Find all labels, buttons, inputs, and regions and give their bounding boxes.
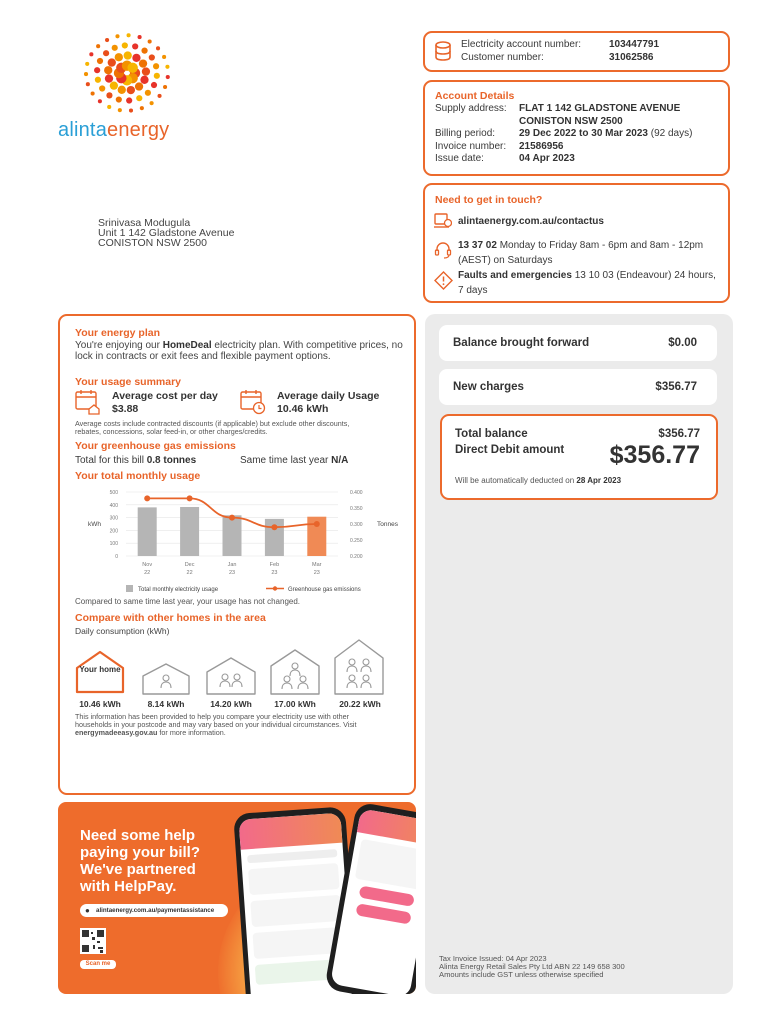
logo-dot [148,40,152,44]
logo-dot [129,108,133,112]
y-tick-label: 100 [109,541,118,548]
logo-dot [124,51,132,59]
ghg-bill: Total for this bill 0.8 tonnes [75,455,197,466]
home-value-0: 10.46 kWh [79,699,121,709]
addressee-block [98,218,234,248]
contact-card [423,183,730,303]
plan-description: You're enjoying our HomeDeal electricity plan. With competitive prices, no lock in contracts or exit fees and flexible payment options. [75,340,403,362]
emissions-point [144,495,150,501]
phone-hours: Monday to Friday 8am - 6pm and 8am - 12pm (AEST) on Saturdays [458,240,704,266]
total-balance-card [440,414,718,500]
homes-title: Compare with other homes in the area [75,612,266,624]
logo-burst-icon [72,28,182,118]
x-tick-label: 23 [313,570,320,576]
y2-tick-label: 0.300 [350,522,363,528]
account-details-title: Account Details [435,90,515,102]
logo-dot [89,52,93,56]
logo-dot [127,86,135,94]
promo-search-icon: ● [85,906,90,915]
ghg-last-year: Same time last year N/A [240,455,349,466]
usage-bar [223,515,242,556]
monthly-usage-chart [70,484,410,596]
emissions-point [271,524,277,530]
account-icon [433,41,453,63]
homes-subtitle: Daily consumption (kWh) [75,626,170,636]
contact-web-link[interactable]: alintaenergy.com.au/contactus [458,216,604,227]
logo-dot [149,54,155,60]
invoice-value: 21586956 [519,140,564,152]
logo-dot [86,82,90,86]
brand-logo [58,28,198,143]
logo-dot [118,108,122,112]
new-charges-value: $356.77 [655,381,697,393]
logo-dot [132,43,138,49]
logo-dot [156,46,160,50]
y-axis-label: kWh [88,521,101,528]
usage-bar [138,507,157,556]
x-tick-label: 23 [271,570,278,576]
balance-panel [425,314,733,994]
logo-dot [166,75,170,79]
home-2-people-icon [204,656,258,696]
logo-dot [96,44,100,48]
logo-dot [139,59,147,67]
x-tick-label: Jan [227,562,237,568]
y-tick-label: 200 [109,528,118,535]
logo-dot [116,96,122,102]
x-tick-label: 23 [228,570,236,576]
logo-dot [163,85,167,89]
qr-code-icon [80,928,106,960]
logo-dot [115,34,119,38]
usage-bar [180,507,199,556]
logo-dot [165,65,169,69]
logo-dot [91,91,95,95]
customer-number-value: 31062586 [609,51,654,63]
balance-forward-value: $0.00 [668,337,697,349]
balance-forward-label: Balance brought forward [453,337,590,349]
scan-me-button[interactable]: Scan me [80,960,116,969]
logo-dot [138,35,142,39]
new-charges-row [439,369,717,405]
addressee-name: Srinivasa Modugula [98,217,191,229]
direct-debit-label: Direct Debit amount [455,444,565,456]
supply-label: Supply address: [435,103,507,114]
new-charges-label: New charges [453,381,524,393]
logo-dot [84,72,88,76]
logo-dot [140,106,144,110]
account-number-value: 103447791 [609,39,660,50]
your-home-label: Your home [79,665,121,674]
logo-dot [127,33,131,37]
contact-title: Need to get in touch? [435,194,543,206]
logo-dot [151,82,157,88]
phone-number[interactable]: 13 37 02 [458,240,497,251]
headset-icon [434,241,452,259]
y2-tick-label: 0.200 [350,554,363,560]
home-value-2: 14.20 kWh [210,699,252,709]
logo-dot [157,94,161,98]
logo-dot [154,73,160,79]
y-tick-label: 0 [115,554,118,560]
usage-note: Average costs include contracted discounts (if applicable) but exclude other discounts, rebates, concessions, solar feed-in, or other charges/credits. [75,419,350,436]
y2-axis-label: Tonnes [377,521,398,528]
faults-value: 13 10 03 (Endeavour) 24 hours, 7 days [458,270,716,296]
y-tick-label: 300 [109,515,118,522]
avg-cost-value: $3.88 [112,403,139,415]
total-balance-label: Total balance [455,428,528,440]
contact-phone [458,239,723,268]
logo-dot [118,86,126,94]
compare-note: Compared to same time last year, your usage has not changed. [75,597,301,606]
home-1-person-icon [140,662,192,696]
x-tick-label: 22 [144,570,151,576]
promo-headline: Need some help paying your bill? We've partnered with HelpPay. [80,827,201,895]
warning-icon [434,271,453,290]
home-value-4: 20.22 kWh [339,699,381,709]
avg-usage-value: 10.46 kWh [277,403,329,415]
total-balance-value: $356.77 [658,428,700,440]
emissions-point [314,521,320,527]
logo-dot [153,63,159,69]
account-details-card [423,80,730,176]
x-tick-label: 22 [186,570,193,576]
legend-line-label: Greenhouse gas emissions [288,587,361,593]
web-icon [434,213,452,229]
avg-cost-label: Average cost per day [112,390,218,402]
plan-title: Your energy plan [75,327,160,339]
supply-line1: FLAT 1 142 GLADSTONE AVENUE [519,103,681,114]
y2-tick-label: 0.350 [350,506,363,512]
emissions-point [187,495,193,501]
supply-line2: CONISTON NSW 2500 [519,115,623,127]
promo-url-pill[interactable]: ● alintaenergy.com.au/paymentassistance [80,904,228,917]
home-value-1: 8.14 kWh [147,699,185,709]
x-tick-label: Mar [312,562,322,568]
account-number-label: Electricity account number: [461,39,582,50]
logo-dot [106,92,112,98]
energy-plan-card [58,314,416,795]
logo-dot [108,58,116,66]
issue-value: 04 Apr 2023 [519,153,575,165]
balance-forward-row [439,325,717,361]
homes-note: This information has been provided to help you compare your electricity use with other households in your postcode and may vary based on your individual circumstances. Visit energymadeeasy.gov.au for more information. [75,712,357,737]
period-days: (92 days) [650,128,693,140]
customer-number-label: Customer number: [461,51,544,63]
ghg-title: Your greenhouse gas emissions [75,440,236,452]
logo-dot [145,90,151,96]
calendar-usage-icon [240,389,266,415]
home-4-people-icon [332,638,386,696]
home-3-people-icon [268,648,322,696]
x-tick-label: Feb [269,562,280,568]
y2-tick-label: 0.250 [350,538,363,544]
logo-dot [135,82,143,90]
usage-summary-title: Your usage summary [75,376,182,388]
logo-dot [94,67,100,73]
footer-line-1: Tax Invoice Issued: 04 Apr 2023 [439,954,547,963]
logo-dot [110,81,118,89]
brand-wordmark: alintaenergy [58,119,170,141]
logo-dot [112,45,118,51]
logo-dot [132,54,140,62]
logo-dot [126,97,132,103]
logo-dot [127,63,137,73]
logo-dot [104,66,112,74]
logo-dot [103,50,109,56]
logo-dot [105,74,113,82]
addressee-line2: CONISTON NSW 2500 [98,237,207,249]
logo-dot [150,101,154,105]
issue-label: Issue date: [435,153,484,165]
footer-legal [439,955,625,980]
logo-dot [105,38,109,42]
logo-dot [85,62,89,66]
legend-bar-swatch [126,585,133,592]
emissions-point [229,515,235,521]
y2-tick-label: 0.400 [350,490,363,496]
logo-dot [98,99,102,103]
legend-line-dot [273,586,277,590]
period-label: Billing period: [435,128,496,140]
auto-deduct-note: Will be automatically deducted on 28 Apr 2023 [455,476,622,485]
calendar-cost-icon [75,389,101,415]
logo-dot [162,55,166,59]
monthly-usage-title: Your total monthly usage [75,470,201,482]
logo-dot [141,48,147,54]
logo-dot [142,67,150,75]
account-number-card [423,31,730,72]
period-value: 29 Dec 2022 to 30 Mar 2023 [519,128,648,140]
addressee-line1: Unit 1 142 Gladstone Avenue [98,227,235,239]
legend-bar-label: Total monthly electricity usage [138,587,219,593]
x-tick-label: Nov [142,562,153,568]
logo-dot [140,76,148,84]
y-tick-label: 400 [109,502,118,509]
logo-dot [107,105,111,109]
logo-dot [95,77,101,83]
footer-line-2: Alinta Energy Retail Sales Pty Ltd ABN 22 149 658 300 [439,962,625,972]
logo-dot [122,42,128,48]
faults-label: Faults and emergencies [458,270,572,281]
direct-debit-value: $356.77 [609,441,700,469]
logo-dot [97,58,103,64]
x-tick-label: Dec [184,562,195,568]
invoice-label: Invoice number: [435,140,507,152]
logo-dot [115,53,123,61]
logo-dot [99,85,105,91]
logo-dot [136,95,142,101]
y-tick-label: 500 [109,490,118,496]
contact-faults [458,269,723,298]
avg-usage-label: Average daily Usage [277,390,380,402]
footer-line-3: Amounts include GST unless otherwise specified [439,970,604,980]
helppay-promo-banner[interactable] [58,802,416,994]
home-value-3: 17.00 kWh [274,699,316,709]
